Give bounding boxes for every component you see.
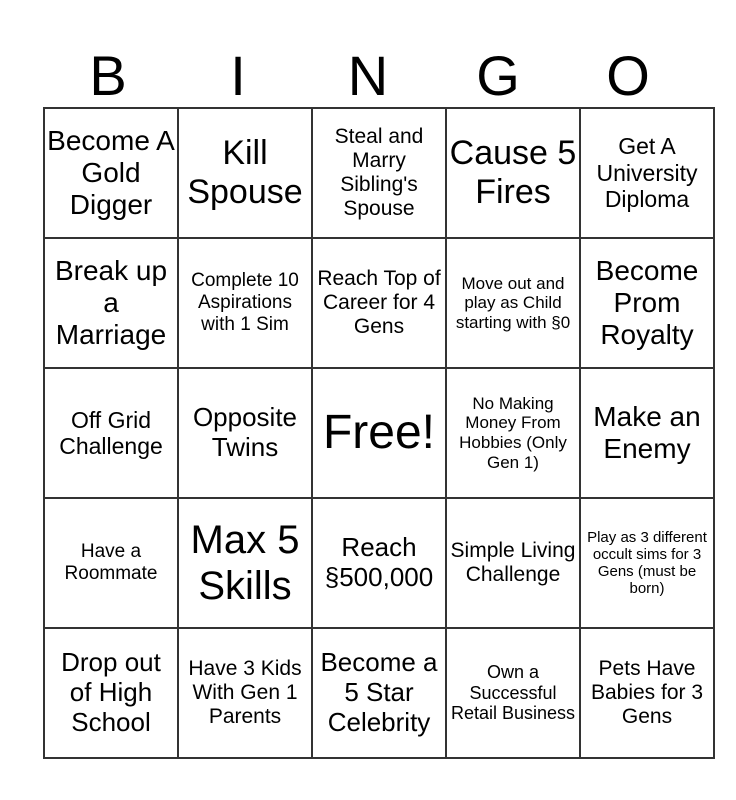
bingo-cell[interactable]: Own a Successful Retail Business [446,628,580,758]
bingo-cell[interactable]: Have a Roommate [44,498,178,628]
header-letter-g: G [476,44,520,107]
bingo-cell[interactable]: Have 3 Kids With Gen 1 Parents [178,628,312,758]
grid-row [44,498,714,628]
bingo-header [43,44,693,108]
bingo-cell[interactable]: Become A Gold Digger [44,108,178,238]
header-letter-n: N [347,44,389,107]
header-letter-o: O [606,44,650,107]
grid-row [44,108,714,238]
bingo-cell[interactable]: No Making Money From Hobbies (Only Gen 1) [446,368,580,498]
bingo-cell[interactable]: Play as 3 different occult sims for 3 Gens (must be born) [580,498,714,628]
bingo-cell[interactable]: Off Grid Challenge [44,368,178,498]
bingo-cell[interactable]: Break up a Marriage [44,238,178,368]
grid-row [44,628,714,758]
bingo-cell[interactable]: Become Prom Royalty [580,238,714,368]
bingo-cell[interactable]: Reach §500,000 [312,498,446,628]
bingo-cell[interactable]: Pets Have Babies for 3 Gens [580,628,714,758]
bingo-cell[interactable]: Make an Enemy [580,368,714,498]
bingo-cell[interactable]: Cause 5 Fires [446,108,580,238]
header-letter-i: I [230,44,246,107]
bingo-cell[interactable]: Kill Spouse [178,108,312,238]
bingo-cell[interactable]: Drop out of High School [44,628,178,758]
bingo-cell[interactable]: Simple Living Challenge [446,498,580,628]
header-letter-b: B [89,44,127,107]
bingo-cell[interactable]: Opposite Twins [178,368,312,498]
bingo-cell[interactable]: Steal and Marry Sibling's Spouse [312,108,446,238]
bingo-cell[interactable]: Complete 10 Aspirations with 1 Sim [178,238,312,368]
grid-row [44,368,714,498]
bingo-cell[interactable]: Reach Top of Career for 4 Gens [312,238,446,368]
bingo-cell[interactable]: Get A University Diploma [580,108,714,238]
bingo-cell[interactable]: Become a 5 Star Celebrity [312,628,446,758]
bingo-grid [43,107,715,759]
grid-row [44,238,714,368]
bingo-cell[interactable]: Move out and play as Child starting with §0 [446,238,580,368]
bingo-cell[interactable]: Max 5 Skills [178,498,312,628]
free-space-cell[interactable]: Free! [312,368,446,498]
